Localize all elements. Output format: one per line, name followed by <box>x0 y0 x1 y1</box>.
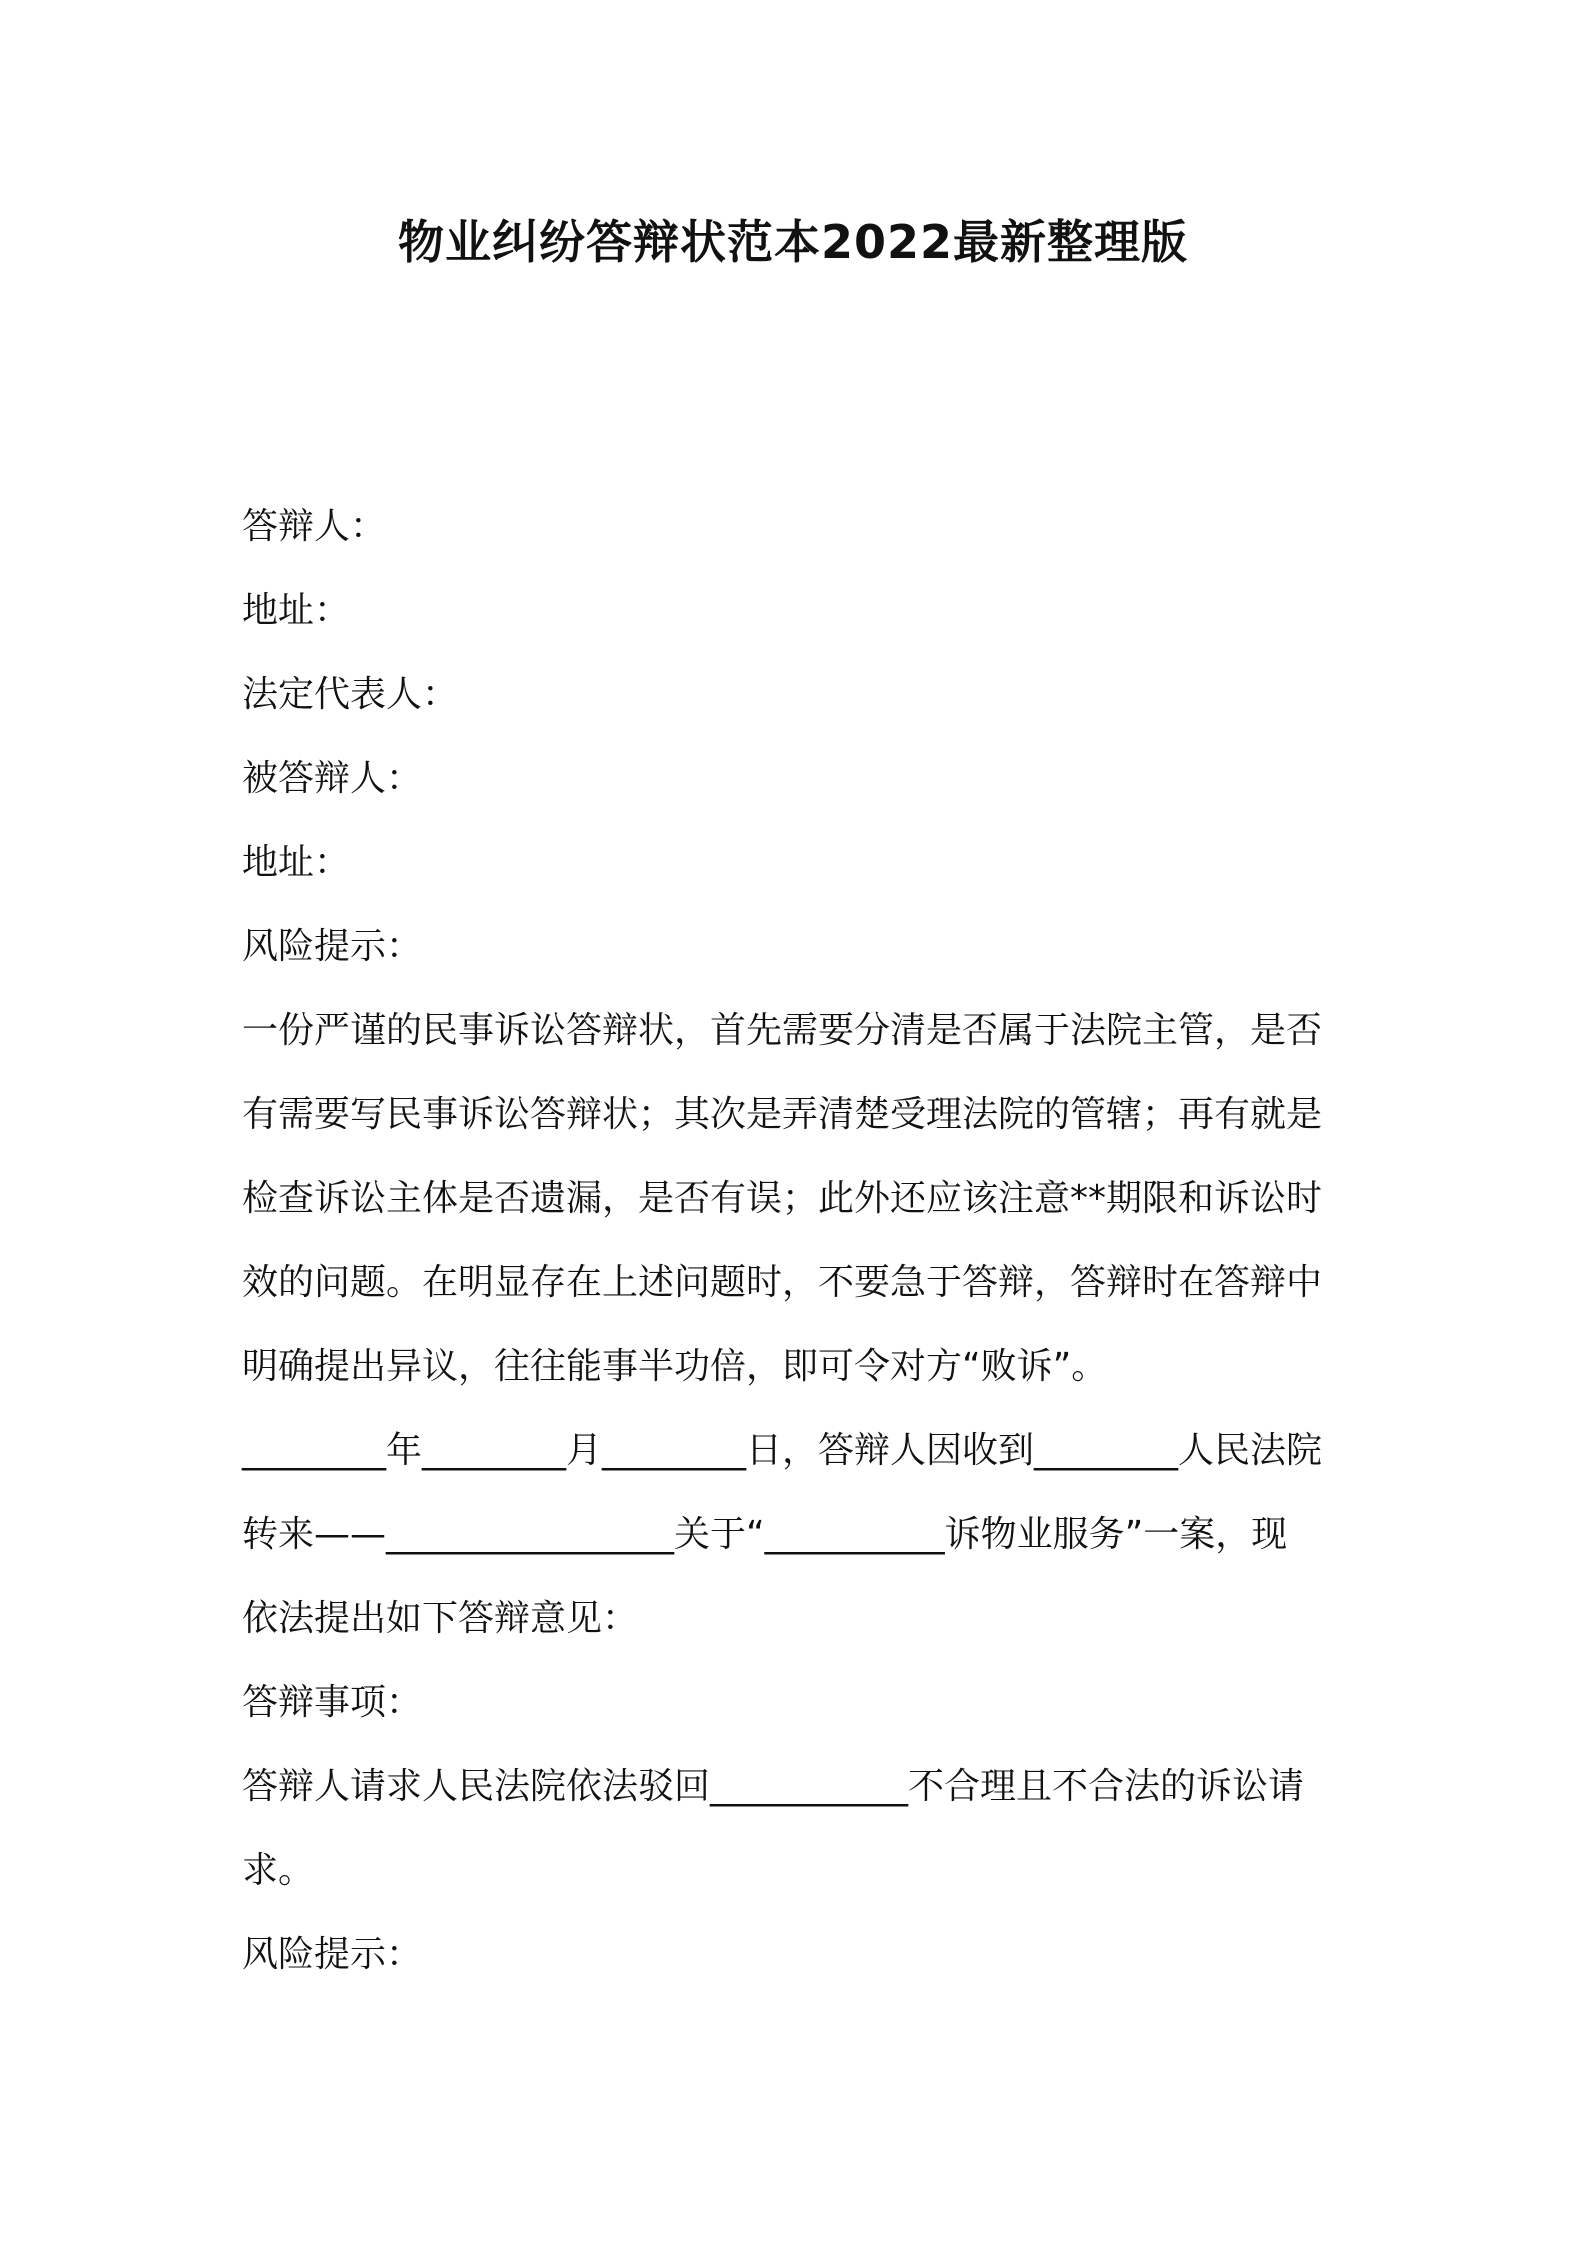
case-intro-line: 依法提出如下答辩意见： <box>242 1598 639 1639</box>
risk-notice-line: 效的问题。在明显存在上述问题时，不要急于答辩，答辩时在答辩中 <box>242 1262 1323 1303</box>
risk-notice-heading: 风险提示： <box>242 926 423 967</box>
case-intro-line: 转来——________________关于“__________诉物业服务”一案，现 <box>242 1514 1288 1555</box>
risk-notice-line: 检查诉讼主体是否遗漏，是否有误；此外还应该注意**期限和诉讼时 <box>242 1178 1323 1219</box>
claimant-label: 被答辩人： <box>242 758 423 799</box>
risk-notice-heading-2: 风险提示： <box>242 1934 423 1975</box>
case-intro-line: ________年________月________日，答辩人因收到________人民法院 <box>242 1430 1323 1471</box>
defense-items-heading: 答辩事项： <box>242 1682 423 1723</box>
risk-notice-line: 明确提出异议，往往能事半功倍，即可令对方“败诉”。 <box>242 1346 1108 1387</box>
legal-representative-label: 法定代表人： <box>242 674 459 715</box>
defense-request-line: 答辩人请求人民法院依法驳回___________不合理且不合法的诉讼请 <box>242 1766 1305 1807</box>
risk-notice-line: 一份严谨的民事诉讼答辩状，首先需要分清是否属于法院主管，是否 <box>242 1010 1323 1051</box>
respondent-address-label: 地址： <box>242 590 351 631</box>
risk-notice-line: 有需要写民事诉讼答辩状；其次是弄清楚受理法院的管辖；再有就是 <box>242 1094 1323 1135</box>
document-title: 物业纠纷答辩状范本2022最新整理版 <box>397 215 1189 269</box>
claimant-address-label: 地址： <box>242 842 351 883</box>
document-body <box>242 485 1360 1997</box>
respondent-label: 答辩人： <box>242 506 387 547</box>
defense-request-line: 求。 <box>242 1850 315 1891</box>
